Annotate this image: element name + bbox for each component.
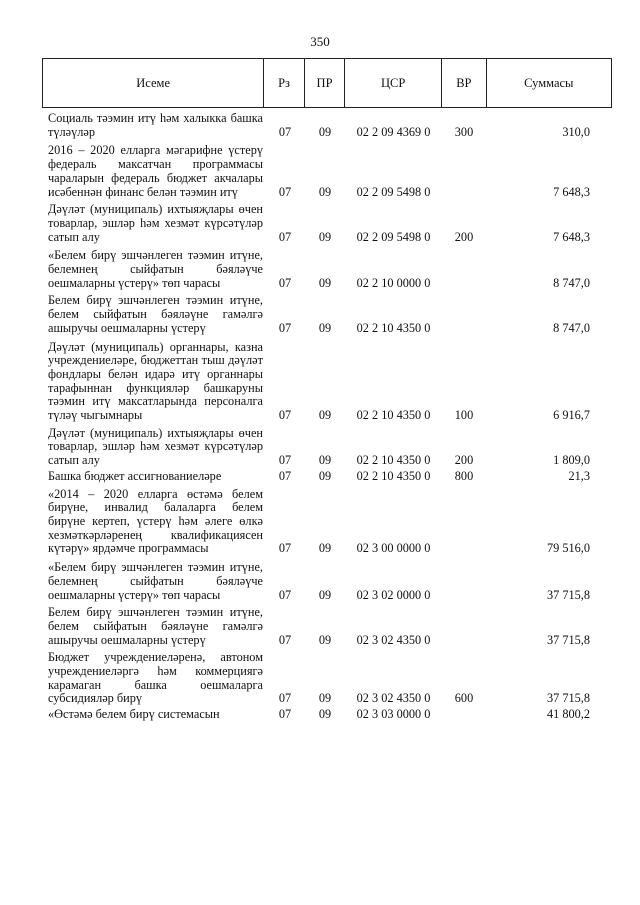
row-pr: 09 [318,691,332,706]
row-csr: 02 3 03 0000 0 [356,707,431,722]
row-rz: 07 [278,184,292,199]
row-name: «Өстәмә белем бирү системасын [48,707,220,722]
row-sum: 8 747,0 [553,275,590,290]
row-name: Башка бюджет ассигнованиеләре [48,468,222,483]
table-row [42,249,612,290]
table-row [42,470,612,484]
row-vr: 300 [454,124,474,139]
row-sum: 41 800,2 [546,707,590,722]
row-pr: 09 [318,124,332,139]
row-vr: 200 [454,453,474,468]
row-name: Дәүләт (муниципаль) ихтыяҗлары өчен товарлар, эшләр һәм хезмәт күрсәтүләр сатып алу [48,425,263,468]
header-pr: ПР [304,59,345,107]
row-vr: 800 [454,468,474,483]
row-name: Дәүләт (муниципаль) органнары, казна учреждениеләре, бюджеттан тыш дәүләт фондлары белән идарә итү органнары тарафыннан функцияләр башкаруны тәэмин итү максатларында персоналга түләү чыгымнары [48,339,263,423]
row-vr: 100 [454,408,474,423]
row-sum: 1 809,0 [553,453,590,468]
row-pr: 09 [318,632,332,647]
row-name: Белем бирү эшчәнлеген тәэмин итүне, белем сыйфатын бәяләүне гамәлгә ашыручы оешмаларны үстерү [48,605,263,647]
header-rz: Рз [263,59,304,107]
row-rz: 07 [278,408,292,423]
row-csr: 02 2 09 5498 0 [356,229,431,244]
row-rz: 07 [278,229,292,244]
row-rz: 07 [278,587,292,602]
row-vr: 600 [454,691,474,706]
row-csr: 02 2 10 4350 0 [356,468,431,483]
row-rz: 07 [278,632,292,647]
table-header [42,58,612,108]
table-row [42,294,612,335]
row-rz: 07 [278,691,292,706]
row-pr: 09 [318,320,332,335]
row-rz: 07 [278,541,292,556]
table-row [42,561,612,602]
row-sum: 310,0 [562,124,590,139]
table-row [42,651,612,706]
table-row [42,427,612,468]
row-csr: 02 3 00 0000 0 [356,541,431,556]
row-sum: 37 715,8 [546,691,590,706]
row-rz: 07 [278,124,292,139]
row-rz: 07 [278,707,292,722]
row-csr: 02 2 10 0000 0 [356,275,431,290]
row-csr: 02 2 10 4350 0 [356,453,431,468]
header-csr: ЦСР [344,59,441,107]
row-pr: 09 [318,587,332,602]
row-pr: 09 [318,275,332,290]
row-pr: 09 [318,408,332,423]
row-sum: 21,3 [568,468,590,483]
table-row [42,708,612,722]
row-name: «Белем бирү эшчәнлеген тәэмин итүне, белемнең сыйфатын бәяләүче оешмаларны үстерү» төп чарасы [48,248,263,290]
row-name: Социаль тәэмин итү һәм халыкка башка түләүләр [48,111,263,139]
row-pr: 09 [318,541,332,556]
row-csr: 02 2 10 4350 0 [356,408,431,423]
row-sum: 7 648,3 [553,184,590,199]
row-pr: 09 [318,229,332,244]
row-name: «Белем бирү эшчәнлеген тәэмин итүне, белемнең сыйфатын бәяләүче оешмаларны үстерү» төп чарасы [48,560,263,602]
row-pr: 09 [318,707,332,722]
header-vr: ВР [441,59,485,107]
row-sum: 7 648,3 [553,229,590,244]
row-vr: 200 [454,229,474,244]
row-csr: 02 3 02 0000 0 [356,587,431,602]
row-rz: 07 [278,453,292,468]
row-csr: 02 2 09 5498 0 [356,184,431,199]
row-rz: 07 [278,275,292,290]
row-name: Белем бирү эшчәнлеген тәэмин итүне, белем сыйфатын бәяләүне гамәлгә ашыручы оешмаларны үстерү [48,293,263,335]
row-sum: 37 715,8 [546,632,590,647]
row-csr: 02 2 09 4369 0 [356,124,431,139]
row-sum: 79 516,0 [546,541,590,556]
table-row [42,144,612,199]
row-csr: 02 2 10 4350 0 [356,320,431,335]
row-rz: 07 [278,468,292,483]
row-name: 2016 – 2020 елларга мәгарифне үстерү федераль максатчан программасы чараларын федераль бюджет акчалары исәбеннән финанс белән тәэмин итү [48,143,263,199]
row-sum: 6 916,7 [553,408,590,423]
header-sum: Суммасы [486,59,611,107]
row-csr: 02 3 02 4350 0 [356,632,431,647]
row-csr: 02 3 02 4350 0 [356,691,431,706]
row-pr: 09 [318,453,332,468]
row-pr: 09 [318,184,332,199]
row-rz: 07 [278,320,292,335]
table-row [42,606,612,647]
row-name: «2014 – 2020 елларга өстәмә белем бирүне, инвалид балаларга белем бирүне кертеп, үстерү һәм әлеге өлкә хезмәткәрләренең квалификациясен күтәрү» ярдәмче программасы [48,486,263,556]
row-name: Дәүләт (муниципаль) ихтыяҗлары өчен товарлар, эшләр һәм хезмәт күрсәтүләр сатып алу [48,202,263,244]
header-name: Исеме [136,75,170,90]
page-number: 350 [310,34,330,49]
table-row [42,112,612,139]
table-row [42,341,612,423]
row-sum: 37 715,8 [546,587,590,602]
table-row [42,203,612,244]
table-body [42,108,612,722]
row-sum: 8 747,0 [553,320,590,335]
row-pr: 09 [318,468,332,483]
table-row [42,488,612,557]
row-name: Бюджет учреждениеләренә, автоном учреждениеләргә һәм коммерциягә карамаган башка оешмаларга субсидияләр бирү [48,650,263,706]
